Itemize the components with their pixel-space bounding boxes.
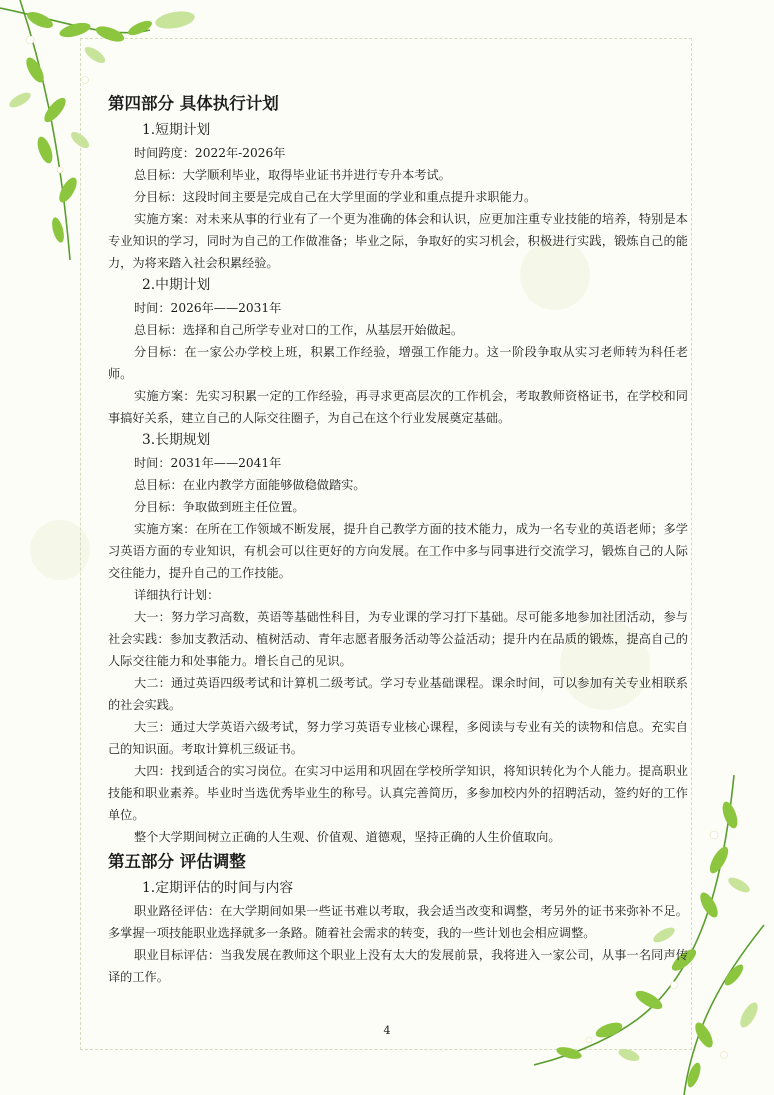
paragraph: 时间跨度：2022年-2026年: [134, 146, 286, 160]
paragraph: 大三：通过大学英语六级考试，努力学习英语专业核心课程，多阅读与专业有关的读物和信息。充实自己的知识面。考取计算机三级证书。: [108, 720, 688, 756]
paragraph: 大一：努力学习高数，英语等基础性科目，为专业课的学习打下基础。尽可能多地参加社团活动，参与社会实践：参加支教活动、植树活动、青年志愿者服务活动等公益活动；提升内在品质的锻炼，提高自己的人际交往能力和处事能力。增长自己的见识。: [108, 610, 688, 668]
paragraph: 时间：2031年——2041年: [134, 456, 282, 470]
paragraph: 大二：通过英语四级考试和计算机二级考试。学习专业基础课程。课余时间，可以参加有关专业相联系的社会实践。: [108, 676, 688, 712]
paragraph: 分目标：在一家公办学校上班，积累工作经验，增强工作能力。这一阶段争取从实习老师转为科任老师。: [108, 345, 688, 381]
paragraph: 整个大学期间树立正确的人生观、价值观、道德观，坚持正确的人生价值取向。: [134, 830, 561, 844]
paragraph: 分目标：这段时间主要是完成自己在大学里面的学业和重点提升求职能力。: [134, 190, 537, 204]
paragraph: 职业目标评估：当我发展在教师这个职业上没有太大的发展前景，我将进入一家公司，从事一名同声传译的工作。: [108, 948, 688, 984]
section-title: 第四部分 具体执行计划: [108, 94, 279, 113]
paragraph: 大四：找到适合的实习岗位。在实习中运用和巩固在学校所学知识，将知识转化为个人能力。提高职业技能和职业素养。毕业时当选优秀毕业生的称号。认真完善简历，多参加校内外的招聘活动，签约好的工作单位。: [108, 764, 688, 822]
paragraph: 职业路径评估：在大学期间如果一些证书难以考取，我会适当改变和调整，考另外的证书来弥补不足。多掌握一项技能职业选择就多一条路。随着社会需求的转变，我的一些计划也会相应调整。: [108, 904, 688, 940]
paragraph: 总目标：选择和自己所学专业对口的工作，从基层开始做起。: [134, 323, 464, 337]
paragraph: 时间：2026年——2031年: [134, 301, 282, 315]
paragraph: 总目标：大学顺利毕业，取得毕业证书并进行专升本考试。: [134, 168, 451, 182]
paragraph: 实施方案：先实习积累一定的工作经验，再寻求更高层次的工作机会，考取教师资格证书，在学校和同事搞好关系，建立自己的人际交往圈子，为自己在这个行业发展奠定基础。: [108, 389, 688, 425]
paragraph: 总目标：在业内教学方面能够做稳做踏实。: [134, 478, 366, 492]
subsection-heading: 1.定期评估的时间与内容: [142, 880, 294, 896]
paragraph: 实施方案：对未来从事的行业有了一个更为准确的体会和认识，应更加注重专业技能的培养，特别是本专业知识的学习，同时为自己的工作做准备；毕业之际，争取好的实习机会，积极进行实践，锻炼自己的能力，为将来踏入社会积累经验。: [108, 212, 688, 270]
document-body: [108, 92, 688, 988]
paragraph: 分目标：争取做到班主任位置。: [134, 500, 305, 514]
subsection-heading: 1.短期计划: [142, 122, 211, 138]
subsection-heading: 2.中期计划: [142, 277, 211, 293]
page-number: 4: [383, 1024, 391, 1037]
section-title: 第五部分 评估调整: [108, 852, 246, 871]
subsection-heading: 3.长期规划: [142, 432, 211, 448]
paragraph: 实施方案：在所在工作领域不断发展，提升自己教学方面的技术能力，成为一名专业的英语老师；多学习英语方面的专业知识，有机会可以往更好的方向发展。在工作中多与同事进行交流学习，锻炼自己的人际交往能力，提升自己的工作技能。: [108, 522, 688, 580]
paragraph: 详细执行计划：: [134, 588, 220, 602]
